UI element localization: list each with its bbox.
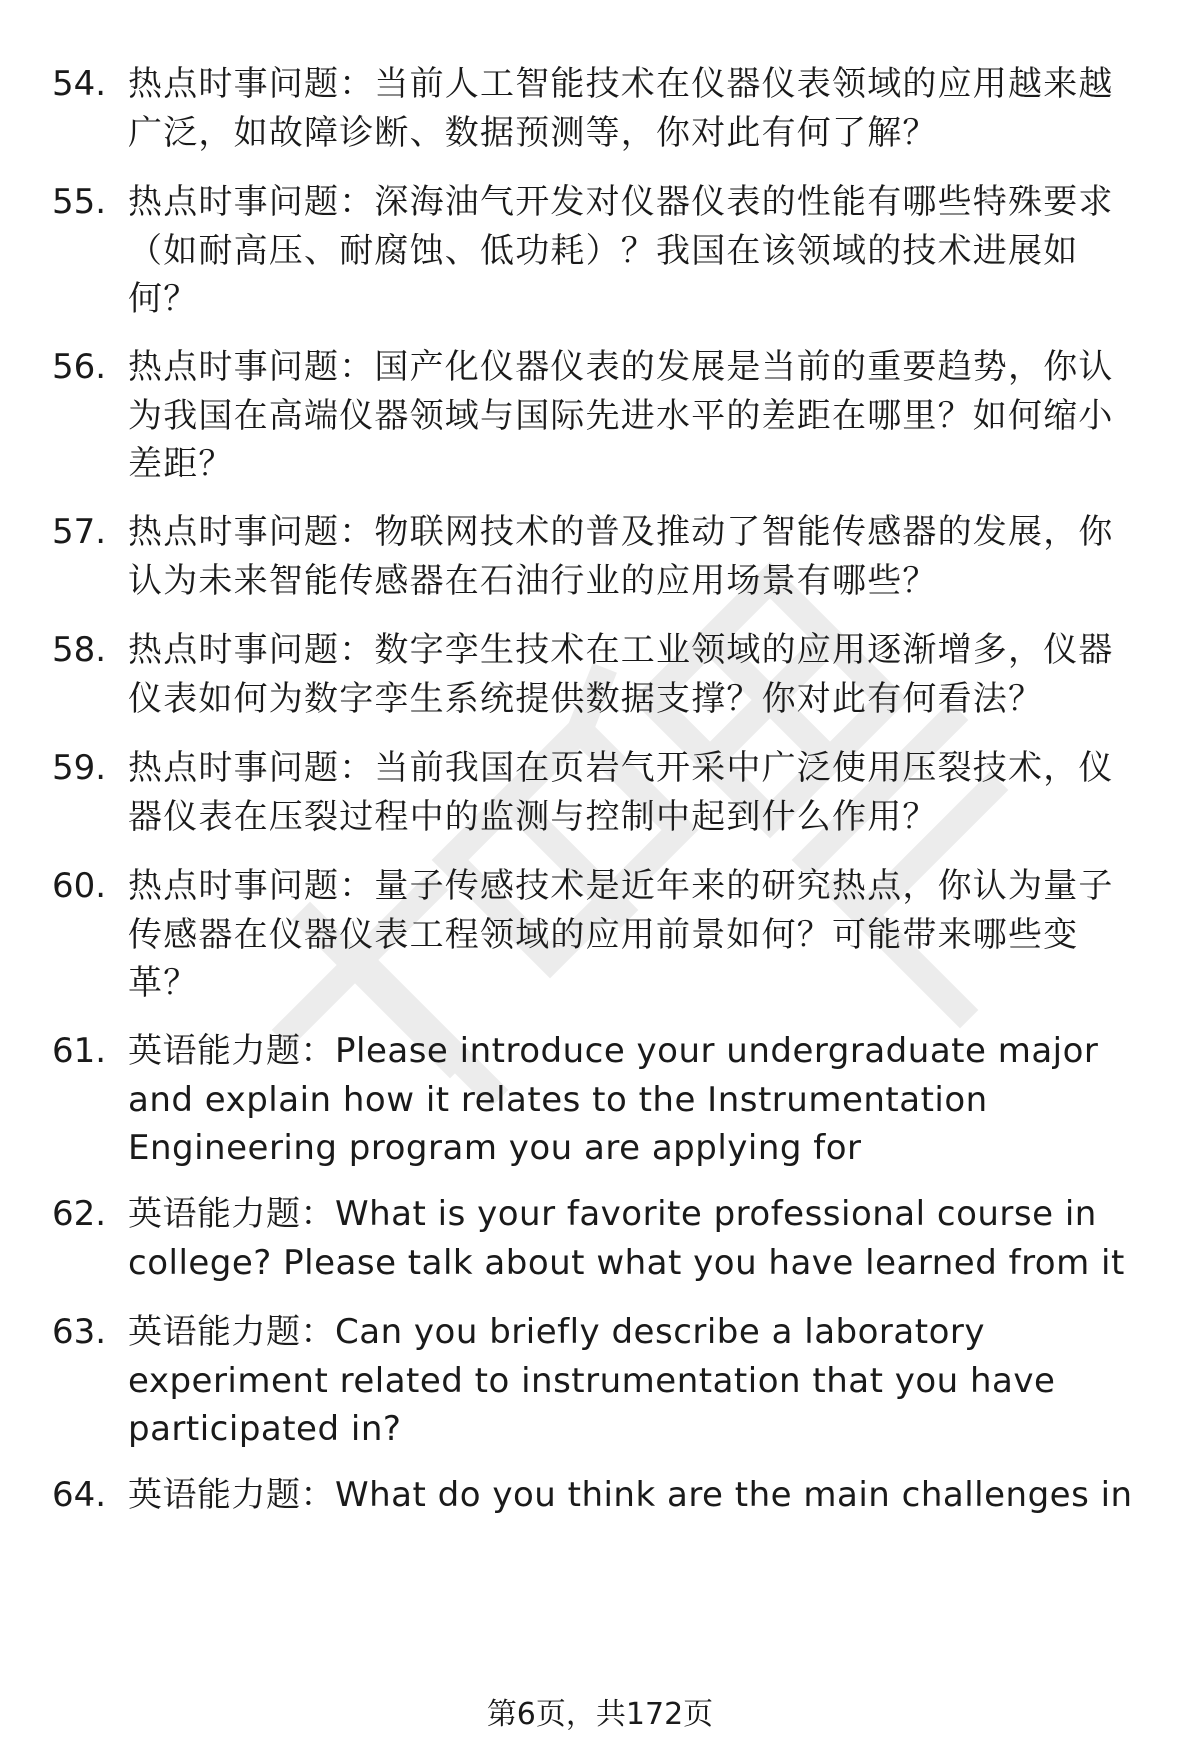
question-text: 热点时事问题：国产化仪器仪表的发展是当前的重要趋势，你认为我国在高端仪器领域与国际先进水平的差距在哪里？如何缩小差距？ [128, 347, 1114, 484]
question-number: 64. [52, 1475, 107, 1515]
question-text: 热点时事问题：数字孪生技术在工业领域的应用逐渐增多，仪器仪表如何为数字孪生系统提供数据支撑？你对此有何看法？ [128, 630, 1114, 719]
question-number: 54. [52, 64, 107, 104]
question-number: 63. [52, 1312, 107, 1352]
question-text: 英语能力题：Please introduce your undergraduate major and explain how it relates to the Instrumentation Engineering program you are applying for [128, 1031, 1099, 1168]
question-number: 57. [52, 512, 107, 552]
question-text: 英语能力题：What do you think are the main challenges in [128, 1475, 1133, 1515]
question-number: 60. [52, 866, 107, 906]
question-text: 英语能力题：Can you briefly describe a laboratory experiment related to instrumentation that you have participated in? [128, 1312, 1056, 1449]
page-indicator: 第6页，共172页 [486, 1697, 714, 1732]
question-text: 热点时事问题：量子传感技术是近年来的研究热点，你认为量子传感器在仪器仪表工程领域的应用前景如何？可能带来哪些变革？ [128, 866, 1114, 1003]
question-number: 55. [52, 182, 107, 222]
question-text: 热点时事问题：当前我国在页岩气开采中广泛使用压裂技术，仪器仪表在压裂过程中的监测与控制中起到什么作用？ [128, 748, 1114, 837]
question-text: 热点时事问题：深海油气开发对仪器仪表的性能有哪些特殊要求（如耐高压、耐腐蚀、低功耗）？我国在该领域的技术进展如何？ [128, 182, 1114, 319]
question-text: 热点时事问题：物联网技术的普及推动了智能传感器的发展，你认为未来智能传感器在石油行业的应用场景有哪些？ [128, 512, 1114, 601]
question-number: 62. [52, 1194, 107, 1234]
question-number: 58. [52, 630, 107, 670]
question-text: 热点时事问题：当前人工智能技术在仪器仪表领域的应用越来越广泛，如故障诊断、数据预测等，你对此有何了解？ [128, 64, 1114, 153]
question-number: 61. [52, 1031, 107, 1071]
question-number: 59. [52, 748, 107, 788]
question-text: 英语能力题：What is your favorite professional course in college? Please talk about what you have learned from it [128, 1194, 1125, 1283]
question-number: 56. [52, 347, 107, 387]
